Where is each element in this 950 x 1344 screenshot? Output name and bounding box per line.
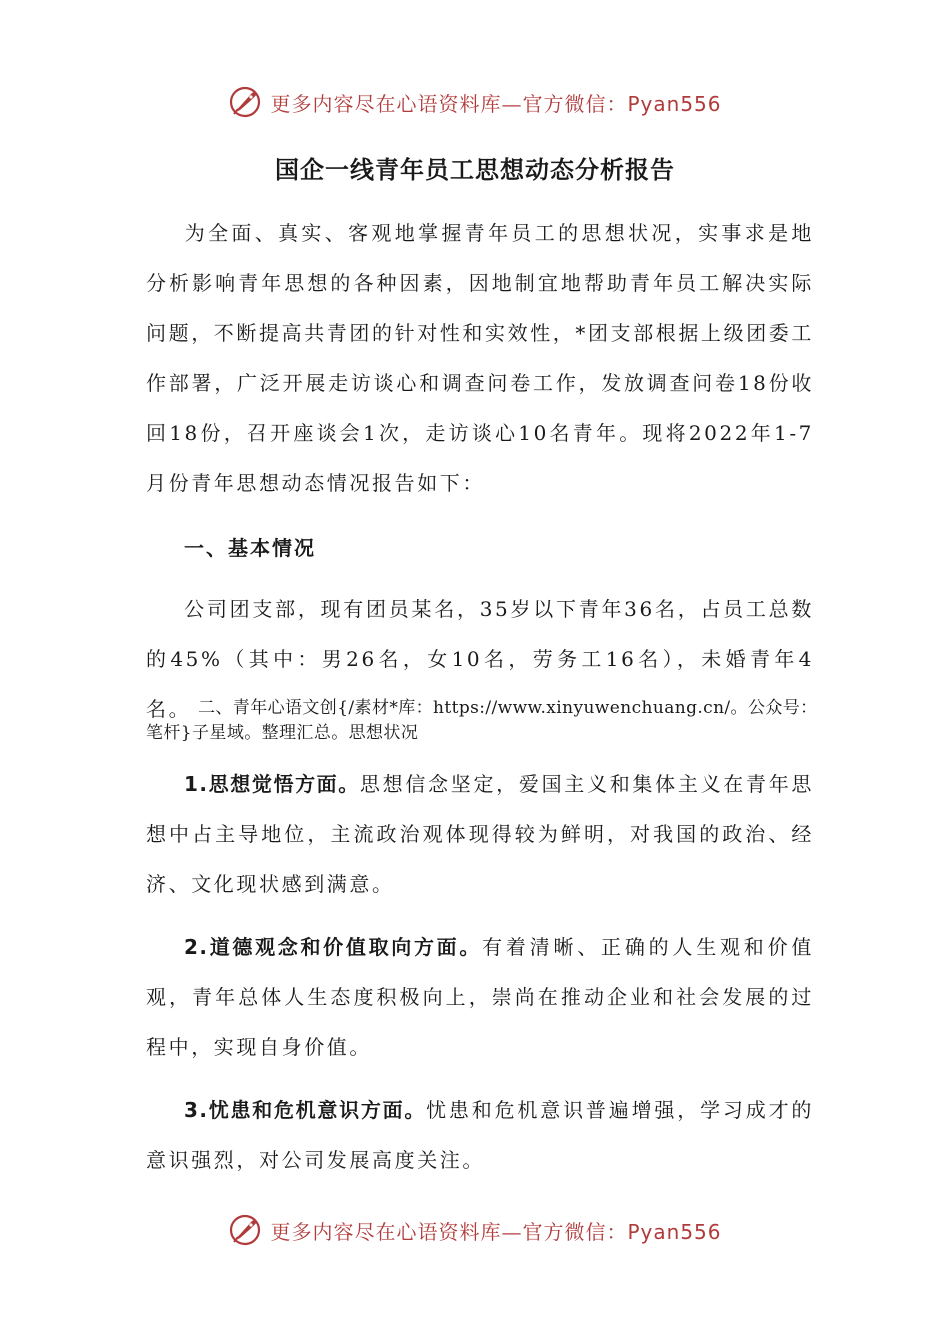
section-1-body: 公司团支部，现有团员某名，35岁以下青年36名，占员工总数的45%（其中：男26名，女10名，劳务工16名），未婚青年4名。 <box>146 597 814 721</box>
section-1-heading: 一、基本情况 <box>184 536 316 560</box>
point-2-paragraph: 2.道德观念和价值取向方面。有着清晰、正确的人生观和价值观，青年总体人生态度积极向上，崇尚在推动企业和社会发展的过程中，实现自身价值。 <box>146 935 815 1059</box>
header-banner-text: 更多内容尽在心语资料库—官方微信：Pyan556 <box>270 91 722 116</box>
point-2-lead: 2.道德观念和价值取向方面。 <box>184 935 483 959</box>
point-3-paragraph: 3.忧患和危机意识方面。忧患和危机意识普遍增强，学习成才的意识强烈，对公司发展高度关注。 <box>146 1098 814 1172</box>
footer-banner <box>0 1208 950 1252</box>
quill-pen-logo-icon <box>228 85 262 119</box>
point-3-lead: 3.忧患和危机意识方面。 <box>184 1098 427 1122</box>
header-banner <box>0 80 950 124</box>
section-2-heading: 二、青年心语文创{/素材*库：https://www.xinyuwenchuang.cn/。公众号：笔杆}子星域。整理汇总。思想状况 <box>146 698 818 743</box>
quill-pen-logo-icon <box>228 1213 262 1247</box>
footer-banner-text: 更多内容尽在心语资料库—官方微信：Pyan556 <box>270 1219 722 1244</box>
point-1-paragraph: 1.思想觉悟方面。思想信念坚定，爱国主义和集体主义在青年思想中占主导地位，主流政治观体现得较为鲜明，对我国的政治、经济、文化现状感到满意。 <box>146 772 815 896</box>
intro-paragraph: 为全面、真实、客观地掌握青年员工的思想状况，实事求是地分析影响青年思想的各种因素，因地制宜地帮助青年员工解决实际问题，不断提高共青团的针对性和实效性，*团支部根据上级团委工作部署，广泛开展走访谈心和调查问卷工作，发放调查问卷18份收回18份，召开座谈会1次，走访谈心10名青年。现将2022年1-7月份青年思想动态情况报告如下： <box>146 221 814 495</box>
point-1-lead: 1.思想觉悟方面。 <box>184 772 360 796</box>
page-title: 国企一线青年员工思想动态分析报告 <box>275 156 675 184</box>
